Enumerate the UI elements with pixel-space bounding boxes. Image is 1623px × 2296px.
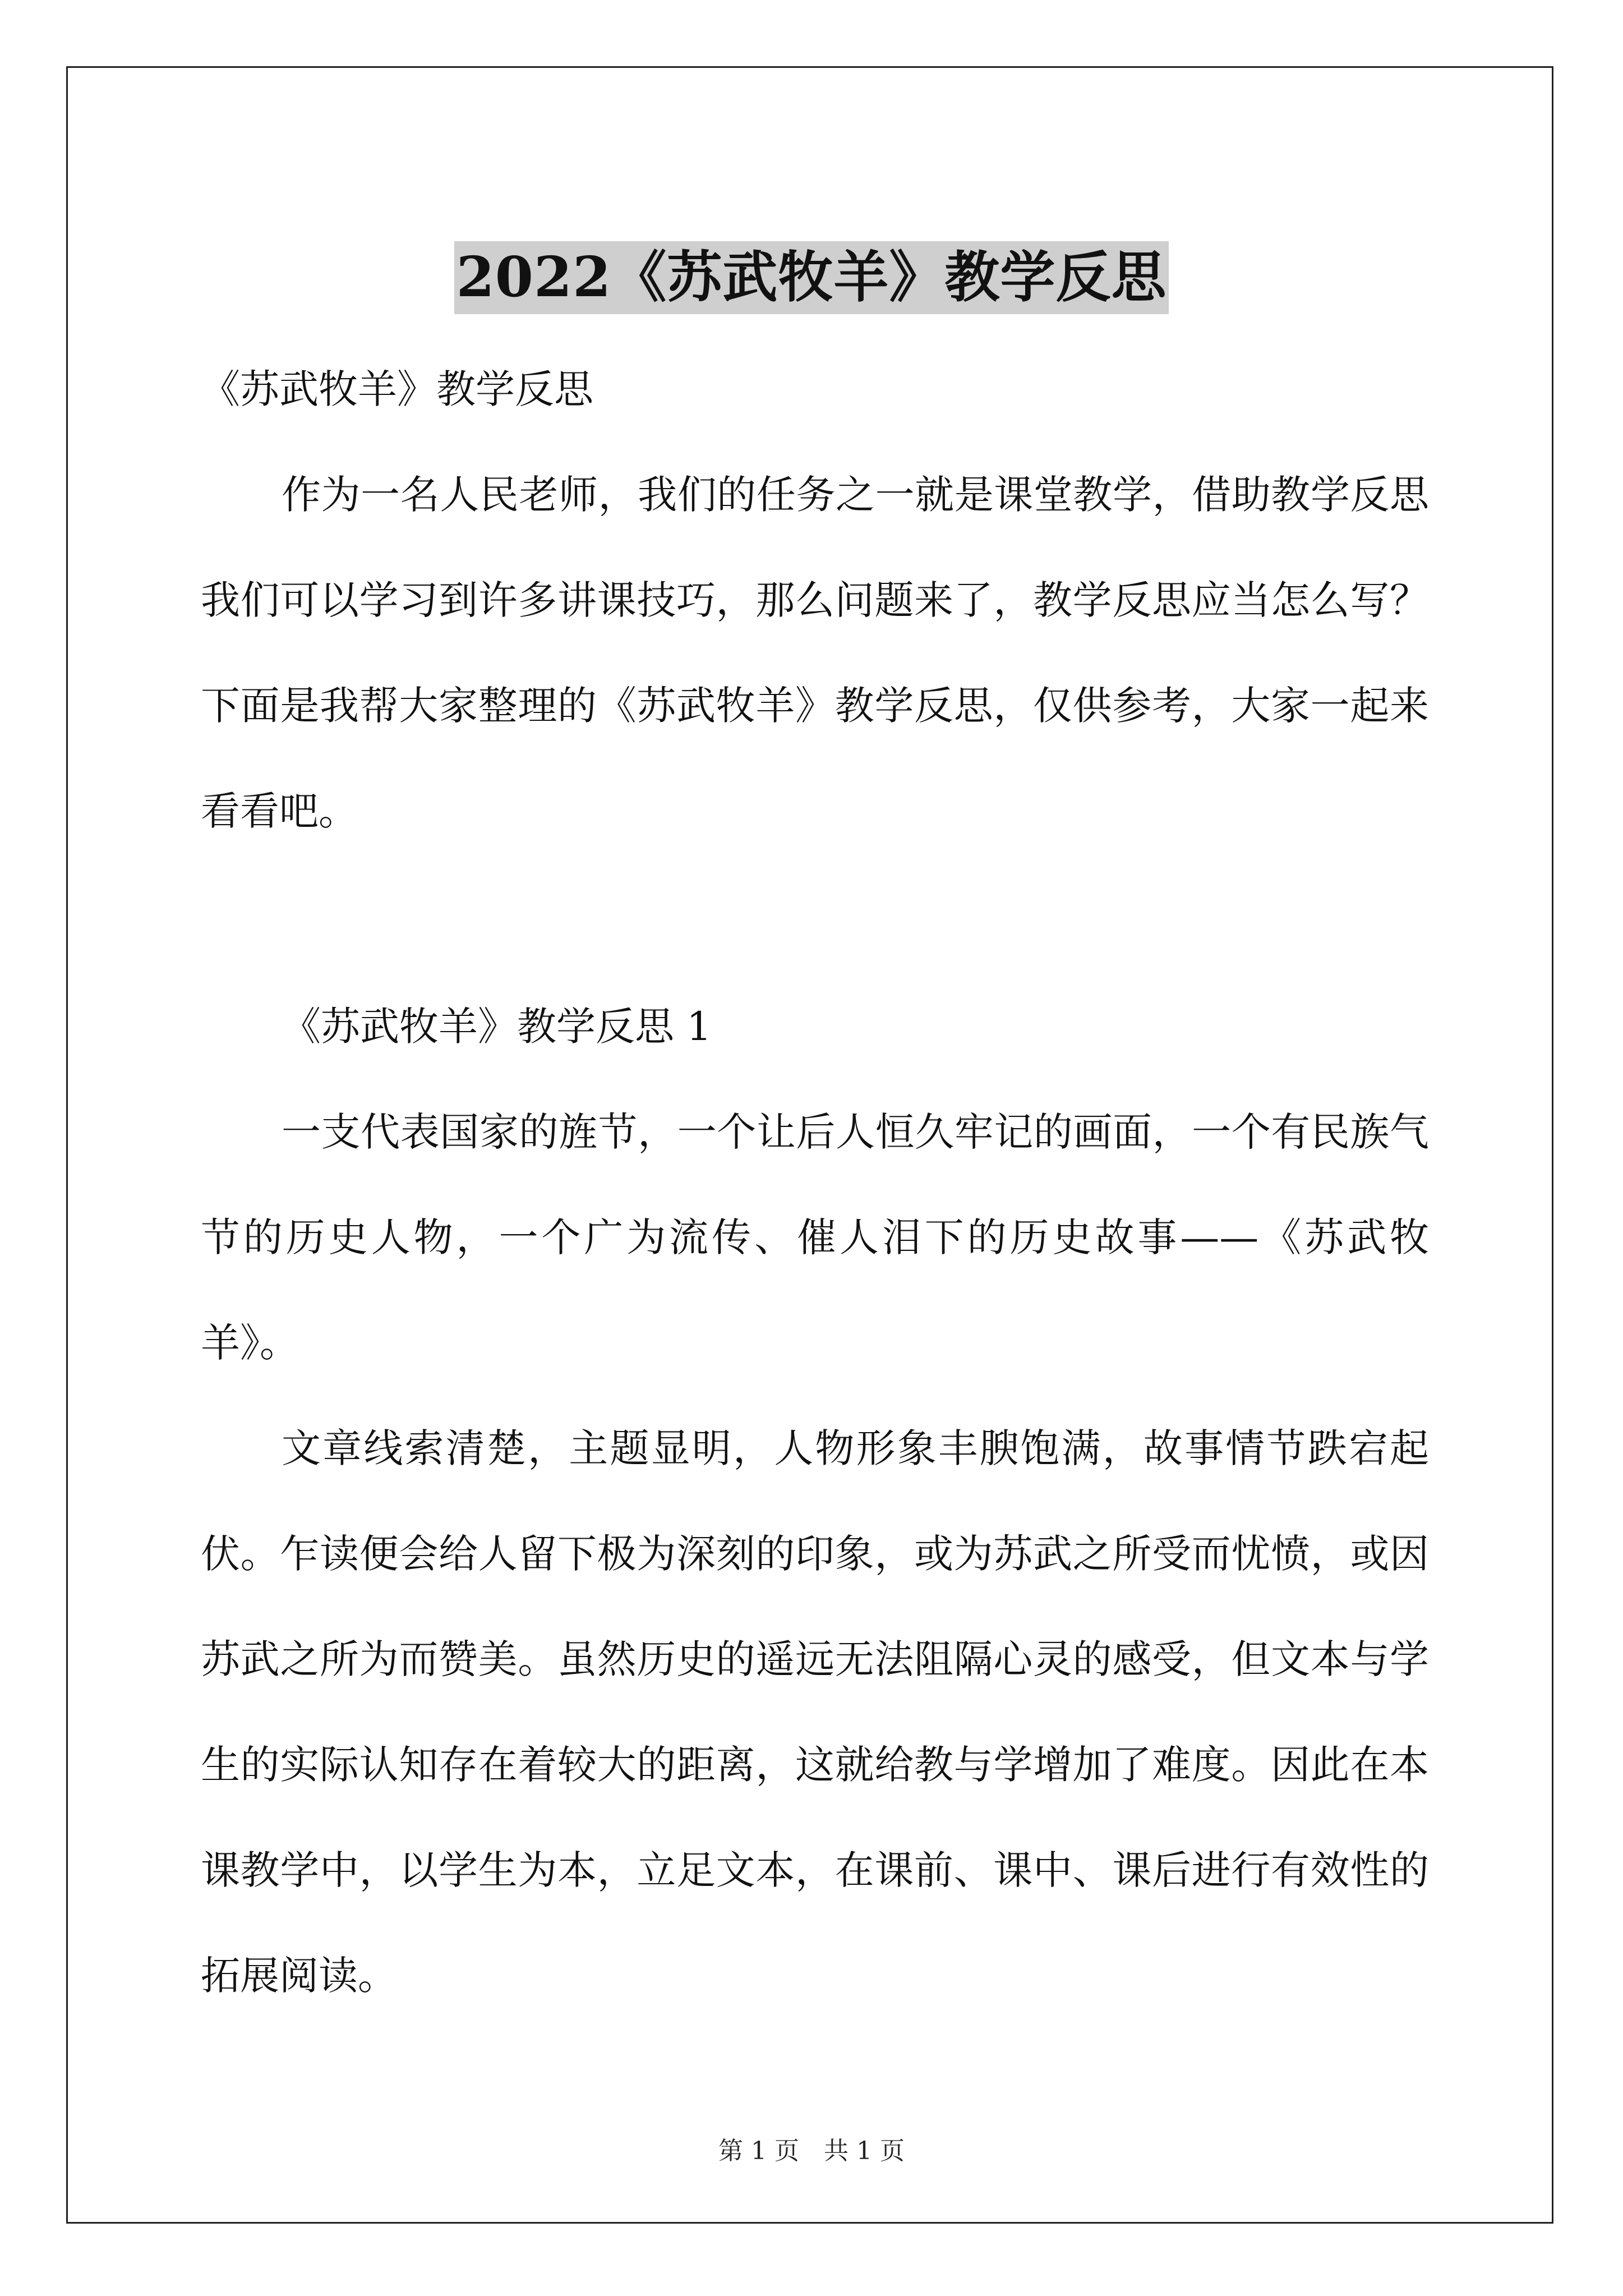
document-body [201, 337, 1429, 2028]
section-paragraph-2: 文章线索清楚，主题显明，人物形象丰腴饱满，故事情节跌宕起伏。乍读便会给人留下极为深刻的印象，或为苏武之所受而忧愤，或因苏武之所为而赞美。虽然历史的遥远无法阻隔心灵的感受，但文本与学生的实际认知存在着较大的距离，这就给教与学增加了难度。因此在本课教学中，以学生为本，立足文本，在课前、课中、课后进行有效性的拓展阅读。 [201, 1425, 1429, 1999]
intro-heading: 《苏武牧羊》教学反思 [201, 366, 593, 412]
document-title: 2022《苏武牧羊》教学反思 [454, 241, 1169, 314]
page-footer [0, 2134, 1623, 2168]
page-number-current: 第 1 页 [718, 2137, 799, 2165]
title-container [0, 204, 1623, 351]
section-spacer [201, 864, 1429, 974]
intro-paragraph: 作为一名人民老师，我们的任务之一就是课堂教学，借助教学反思我们可以学习到许多讲课技巧，那么问题来了，教学反思应当怎么写？下面是我帮大家整理的《苏武牧羊》教学反思，仅供参考，大家一起来看看吧。 [201, 472, 1429, 834]
section-paragraph-1: 一支代表国家的旌节，一个让后人恒久牢记的画面，一个有民族气节的历史人物，一个广为流传、催人泪下的历史故事——《苏武牧羊》。 [201, 1109, 1429, 1366]
page-number-total: 共 1 页 [824, 2137, 905, 2165]
section-heading: 《苏武牧羊》教学反思 1 [282, 1004, 712, 1050]
